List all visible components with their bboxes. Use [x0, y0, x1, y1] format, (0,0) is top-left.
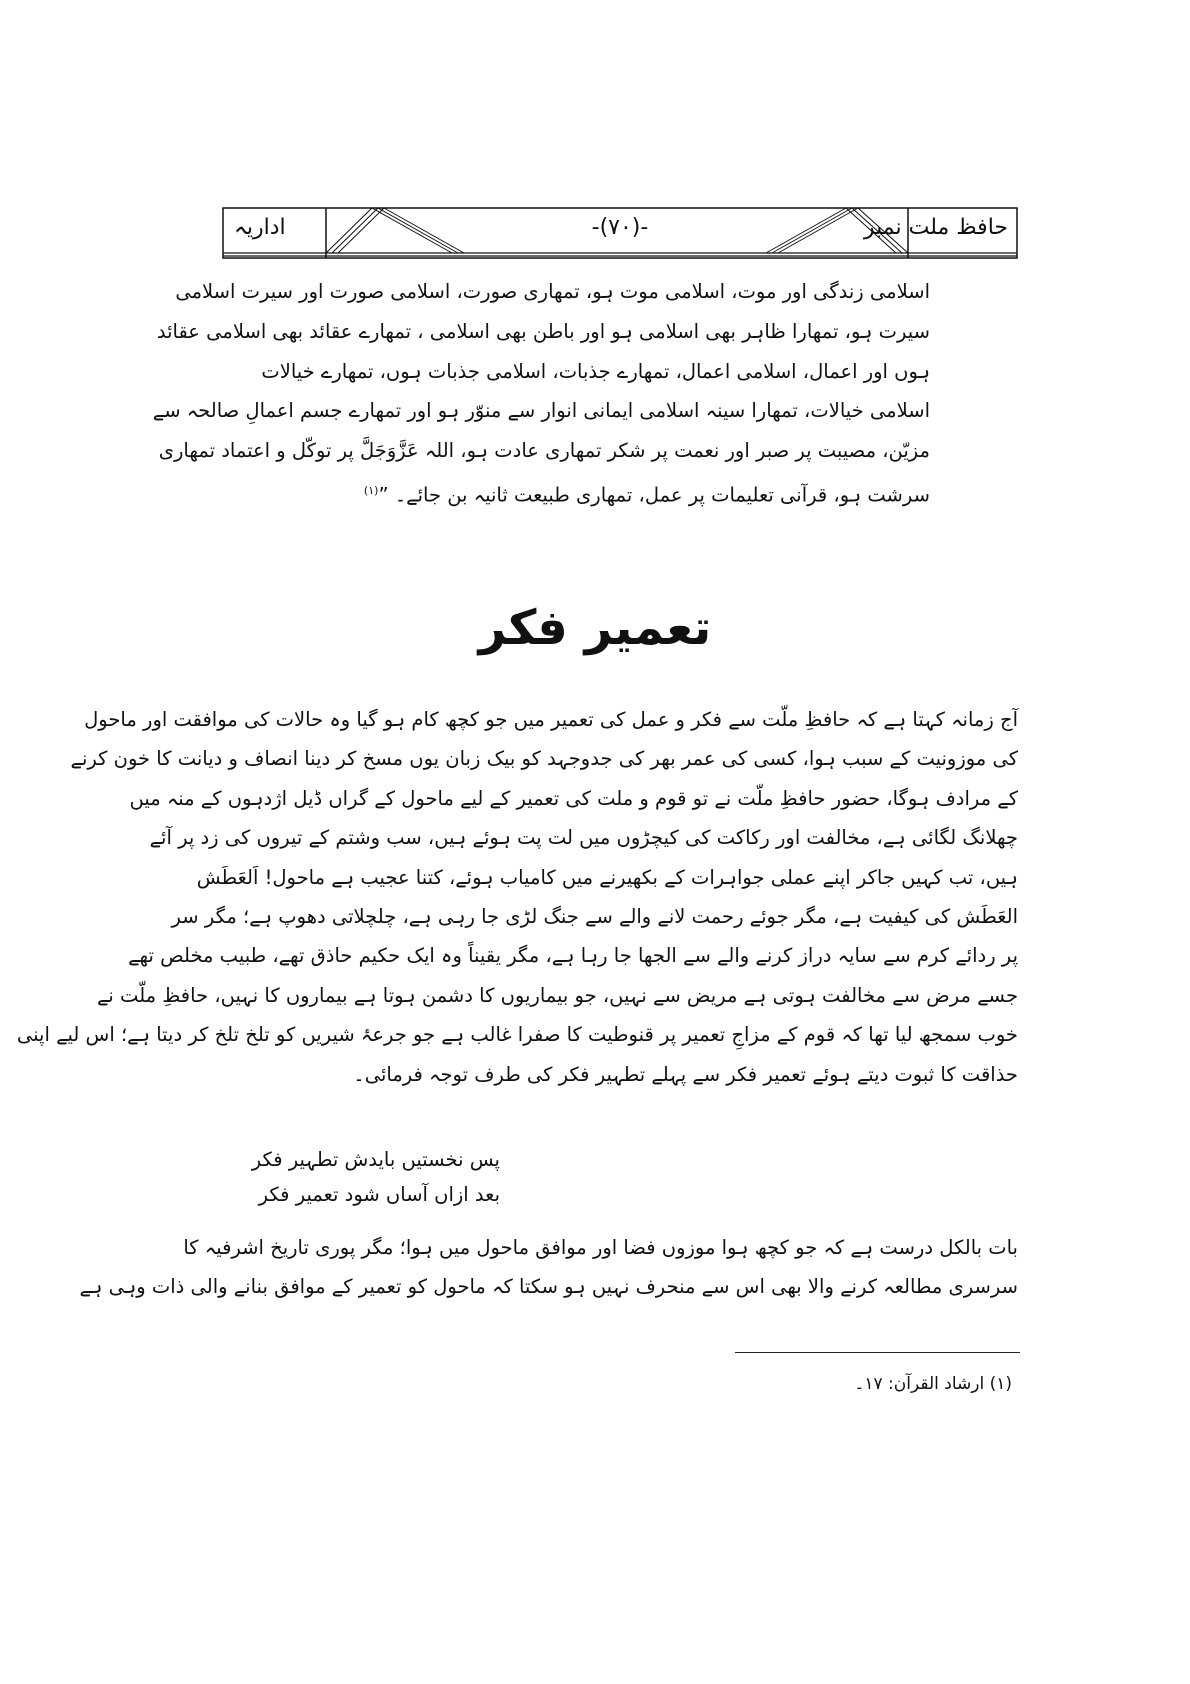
text-line-last: [290, 471, 930, 515]
text-line: پر ردائے کرم سے سایہ دراز کرنے والے سے الجھا جا رہا ہے، مگر یقیناً وہ ایک حکیم حاذق تھے، طبیب مخلص تھے: [128, 944, 1018, 968]
text-line: آج زمانہ کہتا ہے کہ حافظِ ملّت سے فکر و عمل کی تعمیر میں جو کچھ کام ہو گیا وہ حالات کی موافقت اور ماحول: [84, 708, 1018, 731]
footnote-divider: [735, 1352, 1020, 1353]
text-line: ہیں، تب کہیں جاکر اپنے عملی جواہرات کے بکھیرنے میں کامیاب ہوئے، کتنا عجیب ہے ماحول! اَلعَطَش: [196, 865, 1018, 889]
text-line: جسے مرض سے مخالفت ہوتی ہے مریض سے نہیں، جو بیماریوں کا دشمن ہوتا ہے بیماروں کا نہیں، حافظِ ملّت نے: [97, 983, 1018, 1007]
text-line: اسلامی زندگی اور موت، اسلامی موت ہو، تمھاری صورت، اسلامی صورت اور سیرت اسلامی: [175, 280, 930, 303]
header-page-number: -(۷۰)-: [591, 215, 649, 240]
text-line: کے مرادف ہوگا، حضور حافظِ ملّت نے تو قوم و ملت کی تعمیر کے لیے ماحول کے گراں ڈیل اژدہوں کے منہ میں: [129, 786, 1018, 810]
text-line: مزیّن، مصیبت پر صبر اور نعمت پر شکر تمھاری عادت ہو، اللہ عَزَّوَجَلَّ پر توکّل و اعتماد تمھاری: [158, 439, 930, 463]
text-line: اسلامی خیالات، تمھارا سینہ اسلامی ایمانی انوار سے منوّر ہو اور تمھارے جسم اعمالِ صالحہ سے: [152, 399, 930, 423]
header-section-title: اداریہ: [234, 215, 286, 240]
text-line: بات بالکل درست ہے کہ جو کچھ ہوا موزوں فضا اور موافق ماحول میں ہوا؛ مگر پوری تاریخ اشرفیہ کا: [183, 1236, 1018, 1259]
footnote-text: (۱) ارشاد القرآن: ۱۷۔: [854, 1374, 1012, 1394]
footnote-marker: (۱): [363, 483, 379, 497]
verse-line-2: بعد ازاں آساں شود تعمیر فکر: [258, 1183, 500, 1206]
text-line: خوب سمجھ لیا تھا کہ قوم کے مزاجِ تعمیر پر قنوطیت کا صفرا غالب ہے جو جرعۂ شیریں کو تلخ تلخ کر دیتا ہے؛ اس لیے اپنی: [16, 1023, 1018, 1047]
section-heading: تعمیر فکر: [478, 600, 712, 656]
text-line: العَطَش کی کیفیت ہے، مگر جوئے رحمت لانے والے سے جنگ لڑی جا رہی ہے، چلچلاتی دھوپ ہے؛ مگر سر: [171, 905, 1018, 929]
verse-line-1: پس نخستیں بایدش تطہیر فکر: [251, 1148, 500, 1171]
text-line: کی موزونیت کے سبب ہوا، کسی کی عمر بھر کی جدوجہد کو بیک زبان یوں مسخ کر دینا انصاف و دیانت کا خون کرنے: [70, 747, 1018, 771]
main-paragraph: [16, 700, 1018, 1094]
text-line: چھلانگ لگائی ہے، مخالفت اور رکاکت کی کیچڑوں میں لت پت ہوئے ہیں، سب وشتم کے تیروں کی زد پر آئے: [149, 826, 1018, 850]
text-line-last: حذاقت کا ثبوت دیتے ہوئے تعمیر فکر سے پہلے تطہیر فکر کی طرف توجہ فرمائی۔: [353, 1062, 1018, 1086]
header-journal-title: حافظ ملت نمبر: [864, 215, 1008, 240]
text-line-content: سرشت ہو، قرآنی تعلیمات پر عمل، تمھاری طبیعت ثانیہ بن جائے۔ ”: [378, 483, 930, 507]
continuation-paragraph: [79, 1228, 1018, 1307]
text-line: سیرت ہو، تمھارا ظاہر بھی اسلامی ہو اور باطن بھی اسلامی ، تمھارے عقائد بھی اسلامی عقائد: [156, 319, 930, 343]
running-header: [222, 207, 1018, 259]
intro-quote-paragraph: [152, 272, 930, 515]
text-line: سرسری مطالعہ کرنے والا بھی اس سے منحرف نہیں ہو سکتا کہ ماحول کو تعمیر کے موافق بنانے والی ذات وہی ہے: [79, 1275, 1018, 1299]
text-line: ہوں اور اعمال، اسلامی اعمال، تمھارے جذبات، اسلامی جذبات ہوں، تمھارے خیالات: [261, 359, 930, 383]
